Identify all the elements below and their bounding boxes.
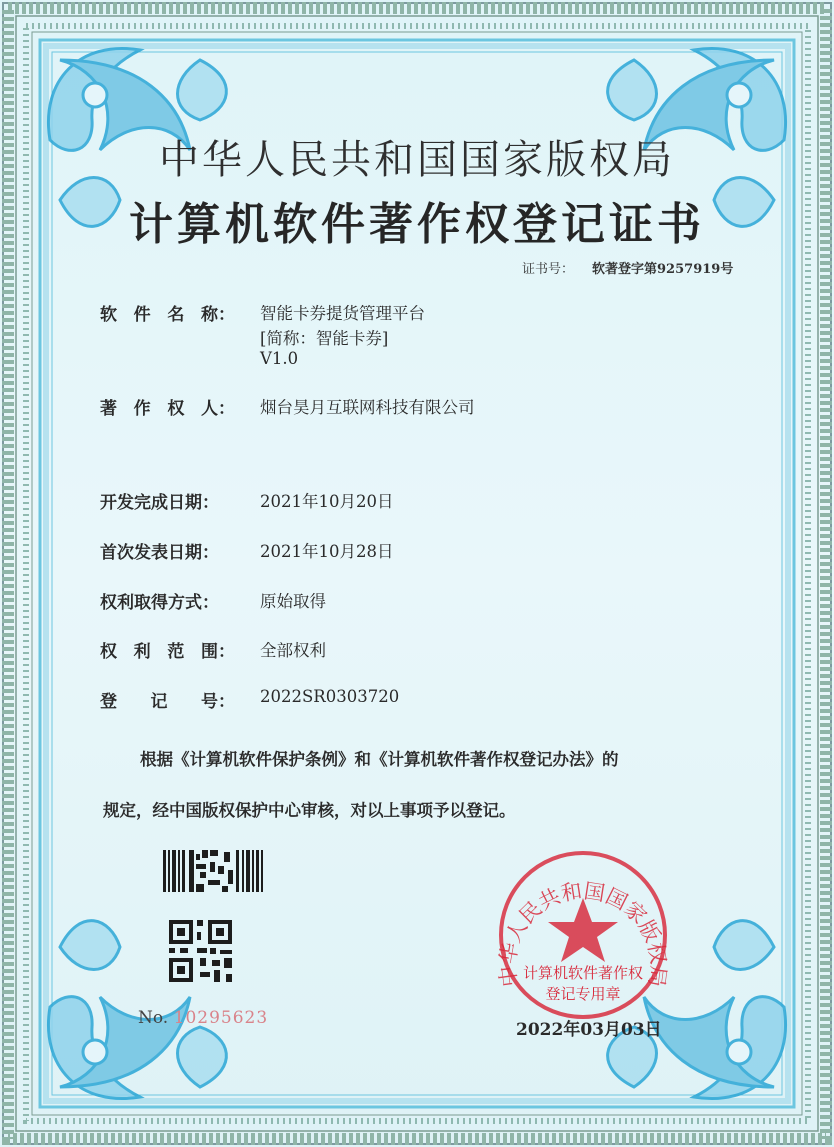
label-char: 记	[150, 692, 168, 712]
label-char: 名	[167, 305, 185, 325]
label-char: 作	[133, 399, 151, 419]
label-char: 登	[100, 692, 117, 712]
software-name-value: 智能卡券提货管理平台	[260, 304, 425, 323]
first-publication-date-value: 2021年10月28日	[260, 542, 394, 561]
software-short-name-value: [简称：智能卡券]	[260, 329, 389, 348]
acquisition-method-value: 原始取得	[260, 592, 326, 611]
label-char: 权	[167, 399, 185, 419]
scope-of-rights-value: 全部权利	[260, 641, 326, 660]
label-char: 号：	[201, 692, 235, 712]
certificate-number-value: 软著登字第9257919号	[592, 262, 734, 277]
seal-inner-line-2: 登记专用章	[545, 985, 621, 1003]
statement-line-1: 根据《计算机软件保护条例》和《计算机软件著作权登记办法》的	[140, 750, 619, 769]
software-version-value: V1.0	[260, 349, 299, 368]
statement-line-2: 规定，经中国版权保护中心审核，对以上事项予以登记。	[103, 801, 516, 820]
completion-date-value: 2021年10月20日	[260, 492, 394, 511]
label-char: 著	[100, 399, 117, 419]
seal-inner-line-1: 计算机软件著作权	[522, 964, 643, 982]
issuing-authority: 中华人民共和国国家版权局	[159, 137, 675, 183]
label-char: 围：	[200, 642, 235, 662]
label-text: 开发完成日期：	[100, 493, 219, 513]
issue-date: 2022年03月03日	[516, 1020, 662, 1040]
label-char: 范	[167, 642, 185, 662]
label-char: 利	[133, 642, 151, 662]
registration-number-value: 2022SR0303720	[260, 687, 400, 706]
label-char: 称：	[200, 305, 235, 325]
seal-arc-label: 中华人民共和国国家版权局	[495, 878, 671, 989]
certificate-title: 计算机软件著作权登记证书	[129, 199, 705, 250]
label-char: 权	[100, 642, 117, 662]
label-text: 首次发表日期：	[100, 543, 219, 563]
serial-prefix: No.	[138, 1008, 169, 1028]
certificate-number-label: 证书号：	[522, 262, 575, 277]
copyright-holder-value: 烟台昊月互联网科技有限公司	[260, 398, 475, 417]
label-char: 件	[133, 305, 151, 325]
label-text: 权利取得方式：	[100, 593, 219, 613]
label-char: 人：	[200, 399, 235, 419]
label-char: 软	[100, 305, 117, 325]
serial-value: 10295623	[173, 1008, 269, 1028]
